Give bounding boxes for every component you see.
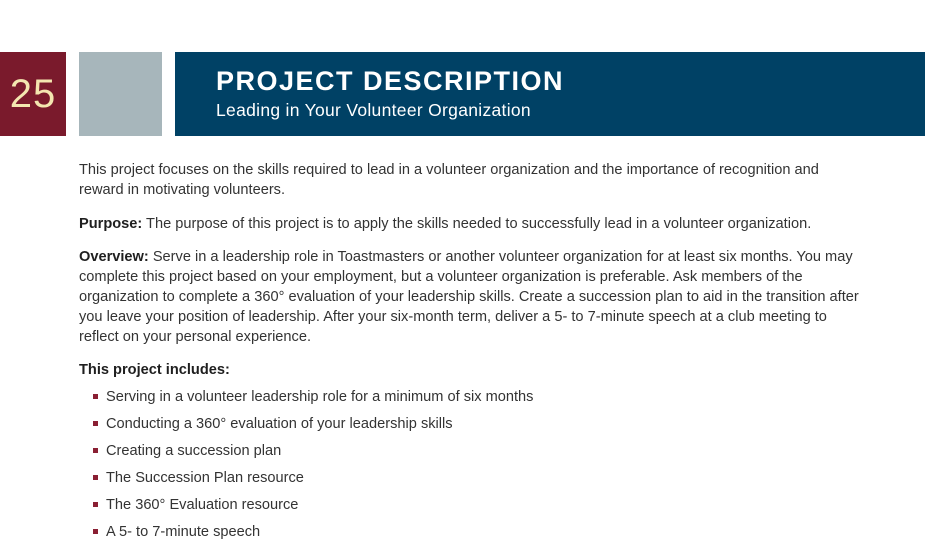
list-item: [93, 522, 859, 549]
list-item-text: Serving in a volunteer leadership role for a minimum of six months: [106, 389, 534, 406]
includes-heading: This project includes:: [79, 362, 230, 379]
header-band: [175, 52, 925, 136]
bullet-icon: [93, 475, 98, 480]
list-item-text: Conducting a 360° evaluation of your leadership skills: [106, 416, 453, 433]
purpose-label: Purpose:: [79, 215, 143, 232]
list-item-text: The Succession Plan resource: [106, 470, 304, 487]
page-number-box: [0, 52, 66, 136]
list-item-text: The 360° Evaluation resource: [106, 497, 299, 514]
page-number: 25: [9, 71, 57, 116]
page-title: PROJECT DESCRIPTION: [216, 66, 565, 96]
bullet-icon: [93, 502, 98, 507]
overview-text: Serve in a leadership role in Toastmasters or another volunteer organization for at least six months. You may complete this project based on your employment, but a volunteer organization is preferable. Ask members of the organization to complete a 360° evaluation of your leadership skills. Create a succession plan to aid in the transition after you leave your position of leadership. After your six-month term, deliver a 5- to 7-minute speech at a club meeting to reflect on your personal experience.: [79, 249, 859, 345]
includes-list: [79, 387, 859, 549]
bullet-icon: [93, 394, 98, 399]
content-body: [79, 161, 859, 549]
decorative-gray-block: [79, 52, 162, 136]
purpose-text: The purpose of this project is to apply the skills needed to successfully lead in a volunteer organization.: [142, 215, 812, 232]
list-item: [93, 468, 859, 495]
intro-paragraph: This project focuses on the skills required to lead in a volunteer organization and the importance of recognition and reward in motivating volunteers.: [79, 162, 819, 198]
list-item-text: Creating a succession plan: [106, 443, 282, 460]
list-item: [93, 387, 859, 414]
list-item: [93, 441, 859, 468]
list-item: [93, 495, 859, 522]
list-item: [93, 414, 859, 441]
overview-paragraph: [79, 248, 859, 347]
page-subtitle: Leading in Your Volunteer Organization: [216, 100, 531, 120]
overview-label: Overview:: [79, 249, 149, 266]
bullet-icon: [93, 421, 98, 426]
bullet-icon: [93, 529, 98, 534]
list-item-text: A 5- to 7-minute speech: [106, 524, 261, 541]
bullet-icon: [93, 448, 98, 453]
purpose-paragraph: [79, 215, 859, 235]
